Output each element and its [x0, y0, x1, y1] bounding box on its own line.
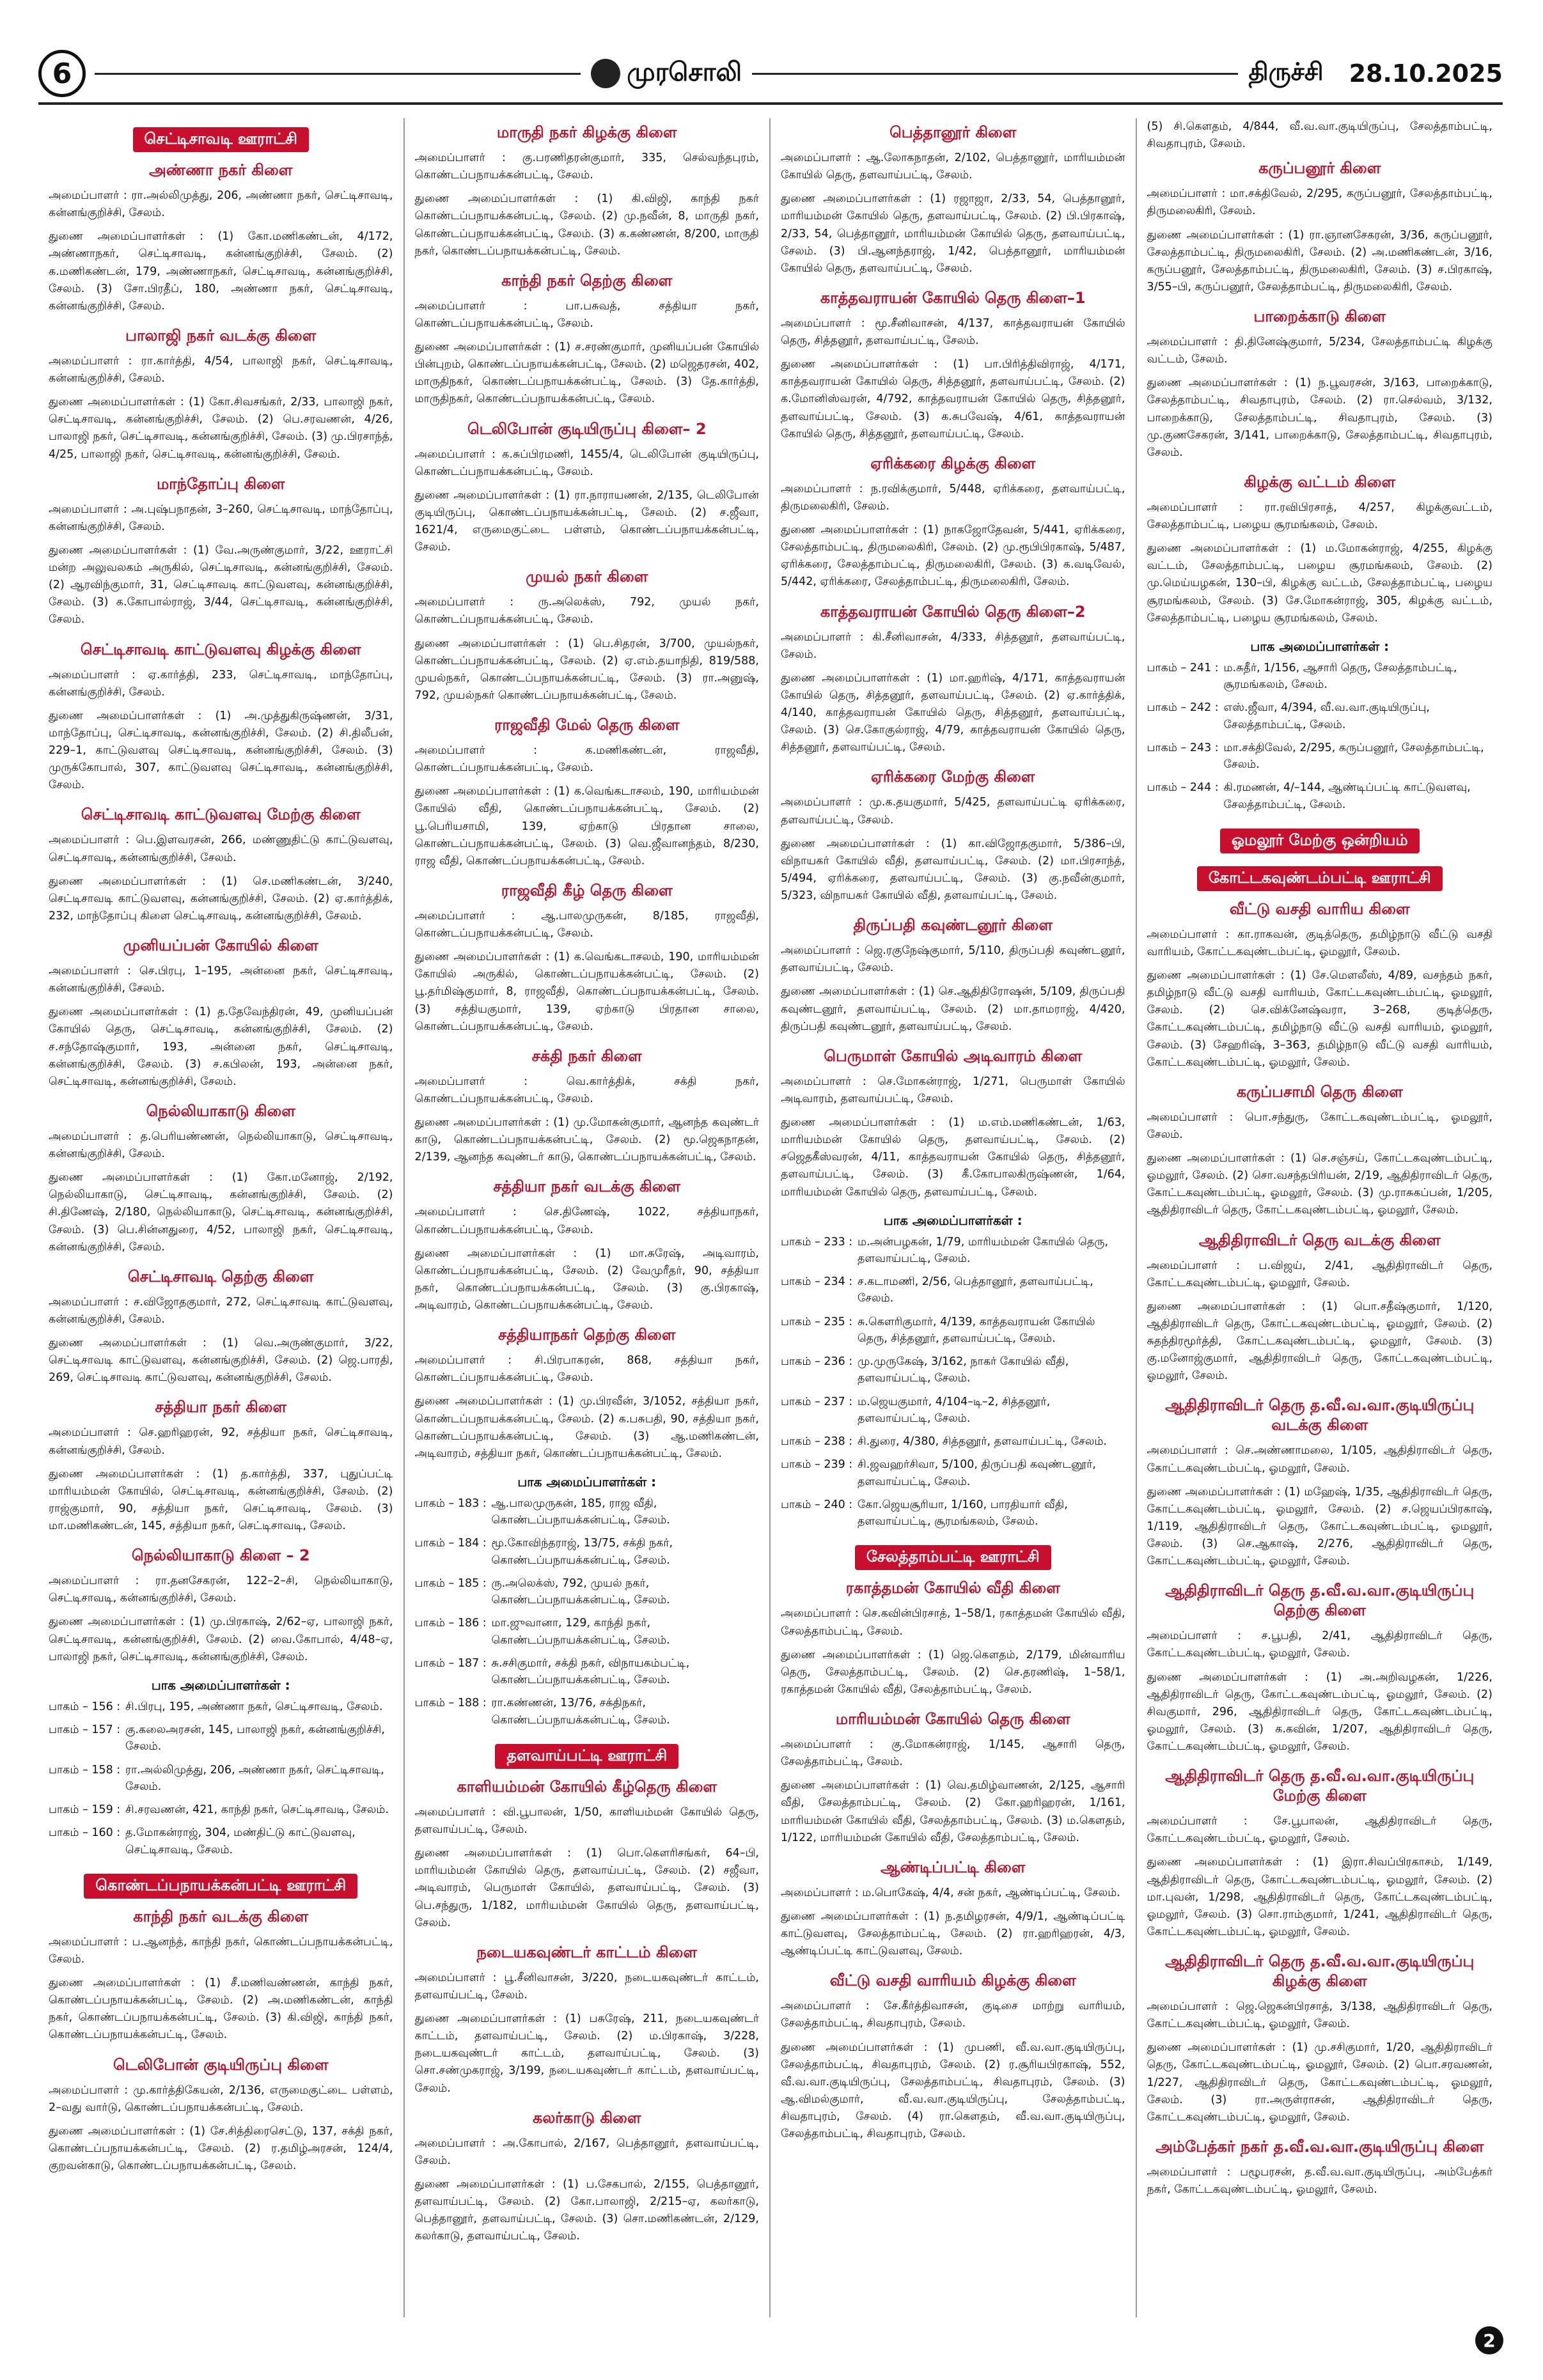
booth-row [49, 1699, 393, 1715]
booth-organizer: கி.ரமணன், 4/–144, ஆண்டிப்பட்டி காட்டுவளவு, சேலத்தாம்பட்டி, சேலம். [1223, 781, 1471, 811]
organizer-entry: அமைப்பாளர் : மா.சக்திவேல், 2/295, கருப்பனூர், சேலத்தாம்பட்டி, திருமலைகிரி, சேலம். [1147, 187, 1492, 218]
booth-organizer: த.மோகன்ராஜ், 304, மண்திட்டு காட்டுவளவு, செட்டிசாவடி, சேலம். [125, 1826, 356, 1856]
branch-section [415, 1047, 760, 1167]
booth-heading: பாக அமைப்பாளர்கள் : [151, 1677, 290, 1693]
booth-heading: பாக அமைப்பாளர்கள் : [517, 1474, 657, 1489]
organizer-entry: அமைப்பாளர் : ரா.ரவிபிரசாத், 4/257, கிழக்குவட்டம், சேலத்தாம்பட்டி, பழைய சூரமங்கலம், சேலம். [1147, 501, 1492, 531]
organizer-entry: அமைப்பாளர் : ந.ரவிக்குமார், 5/448, ஏரிக்கரை, தளவாய்பட்டி, திருமலைகிரி, சேலம். [781, 482, 1125, 513]
branch-title: பெருமாள் கோயில் அடிவாரம் கிளை [824, 1046, 1083, 1065]
organizer-entry: அமைப்பாளர் : ப.விஜய், 2/41, ஆதிதிராவிடர் தெரு, கோட்டகவுண்டம்பட்டி, ஓமலூர், சேலம். [1147, 1259, 1492, 1289]
organizer-entry: அமைப்பாளர் : த.பெரியண்ணன், நெல்லியாகாடு, செட்டிசாவடி, கன்னங்குறிச்சி, சேலம். [49, 1130, 393, 1160]
branch-title: ஆதிதிராவிடர் தெரு த.வீ.வ.வா.குடியிருப்பு கிழக்கு கிளை [1165, 1952, 1475, 1990]
deputy-entry: துணை அமைப்பாளர்கள் : (1) ரா.ஞானசேகரன், 3/36, கருப்பனூர், சேலத்தாம்பட்டி, திருமலைகிரி, சேலம். (2) அ.மணிகண்டன், 3/16, கருப்பனூர், சேலத்தாம்பட்டி, திருமலைகிரி, சேலம். (3) ச.பிரகாஷ், 3/55–பி, கருப்பனூர், சேலத்தாம்பட்டி, திருமலைகிரி, சேலம். [1147, 228, 1492, 293]
deputy-entry: துணை அமைப்பாளர்கள் : (1) மா.சுரேஷ், அடிவாரம், கொண்டப்பநாயக்கன்பட்டி, சேலம். (2) வேமுரீதர், 90, சத்தியா நகர், கொண்டப்பநாயக்கன்பட்டி, சேலம். (3) கு.பிரகாஷ், அடிவாரம், கொண்டப்பநாயக்கன்பட்டி, சேலம். [414, 1247, 759, 1312]
deputy-entry: துணை அமைப்பாளர்கள் : (1) செ.ஆதிதிரோஷன், 5/109, திருப்பதி கவுண்டனூர், தளவாய்பட்டி, சேலம். (2) மா.தாமராஜ், 4/420, திருப்பதி கவுண்டனூர், தளவாய்பட்டி, சேலம். [781, 985, 1125, 1033]
branch-section [415, 1778, 760, 1932]
organizer-entry: அமைப்பாளர் : வி.பூபாலன், 1/50, காளியம்மன் கோயில் தெரு, தளவாய்பட்டி, சேலம். [414, 1805, 759, 1836]
page-number: 6 [38, 50, 86, 97]
organizer-entry: அமைப்பாளர் : பொ.சந்துரு, கோட்டகவுண்டம்பட்டி, ஓமலூர், சேலம். [1147, 1110, 1492, 1141]
booth-number: பாகம் – 240 : [781, 1498, 853, 1511]
branch-section [781, 455, 1125, 591]
header-rule-left [95, 73, 581, 75]
branch-title: சத்தியா நகர் வடக்கு கிளை [493, 1178, 681, 1196]
booth-row [781, 1433, 1125, 1450]
booth-organizer: ம.ஜெயகுமார், 4/104–டி–2, சித்தனூர், தளவாய்பட்டி, சேலம். [858, 1395, 1051, 1425]
deputy-entry: துணை அமைப்பாளர்கள் : (1) ந.பூவரசன், 3/163, பாறைக்காடு, சேலத்தாம்பட்டி, சிவதாபுரம், சேலம். (2) ரா.செல்வம், 3/132, பாறைக்காடு, சேலத்தாம்பட்டி, சிவதாபுரம், சேலம். (3) மு.குணசேகரன், 3/141, பாறைக்காடு, சேலத்தாம்பட்டி, சிவதாபுரம், சேலம். [1147, 377, 1492, 459]
branch-title: ஆண்டிப்பட்டி கிளை [881, 1858, 1026, 1876]
booth-number: பாகம் – 233 : [781, 1235, 853, 1248]
deputy-entry: துணை அமைப்பாளர்கள் : (1) முபணி, வீ.வ.வா.குடியிருப்பு, சேலத்தாம்பட்டி, சிவதாபுரம், சேலம். (2) ர.சூரியபிரகாஷ், 552, வீ.வ.வா.குடியிருப்பு, சேலத்தாம்பட்டி, சிவதாபுரம், சேலம். (3) ஆ.விமல்குமார், வீ.வ.வா.குடியிருப்பு, சேலத்தாம்பட்டி, சிவதாபுரம், சேலம். (4) ரா.கௌதம், வீ.வ.வா.குடியிருப்பு, சேலத்தாம்பட்டி, சிவதாபுரம், சேலம். [781, 2041, 1125, 2141]
branch-title: டெலிபோன் குடியிருப்பு கிளை– 2 [467, 419, 707, 438]
booth-row [415, 1615, 760, 1649]
organizer-entry: அமைப்பாளர் : செ.அண்ணாமலை, 1/105, ஆதிதிராவிடர் தெரு, கோட்டகவுண்டம்பட்டி, ஓமலூர், சேலம். [1147, 1444, 1492, 1475]
booth-organizer: சி.சரவணன், 421, காந்தி நகர், செட்டிசாவடி, சேலம். [125, 1803, 389, 1816]
booth-row [415, 1495, 760, 1529]
booth-organizer: ம.சுதீர், 1/156, ஆசாரி தெரு, சேலத்தாம்பட்டி, சூரமங்கலம், சேலம். [1223, 661, 1457, 691]
deputy-entry: துணை அமைப்பாளர்கள் : (1) பா.பிரித்திவிராஜ், 4/171, காத்தவராயன் கோயில் தெரு, சித்தனூர், தளவாய்பட்டி, சேலம். (2) க.மோனிஸ்வரன், 4/792, காத்தவராயன் கோயில் தெரு, சித்தனூர், தளவாய்பட்டி, சேலம். (3) க.சுபவேஷ், 4/61, காத்தவராயன் கோயில் தெரு, சித்தனூர், தளவாய்பட்டி, சேலம். [781, 358, 1125, 440]
organizer-entry: அமைப்பாளர் : ஆ.பாலமுருகன், 8/185, ராஜவீதி, கொண்டப்பநாயக்கன்பட்டி, சேலம். [414, 909, 759, 940]
deputy-entry: துணை அமைப்பாளர்கள் : (1) கி.விஜி, காந்தி நகர் கொண்டப்பநாயக்கன்பட்டி, சேலம். (2) மு.நவீன், 8, மாருதி நகர், கொண்டப்பநாயக்கன்பட்டி, சேலம். (3) க.கண்ணன், 8/200, மாருதி நகர், கொண்டப்பநாயக்கன்பட்டி, சேலம். [414, 192, 759, 258]
organizer-entry: அமைப்பாளர் : செ.மோகன்ராஜ், 1/271, பெருமாள் கோயில் அடிவாரம், தளவாய்பட்டி, சேலம். [781, 1075, 1125, 1105]
branch-section [49, 475, 393, 629]
booth-number: பாகம் – 186 : [414, 1617, 487, 1630]
branch-section [49, 161, 393, 315]
column-3 [771, 118, 1137, 2317]
deputy-entry: துணை அமைப்பாளர்கள் : (1) அ.அறிவழகன், 1/226, ஆதிதிராவிடர் தெரு, கோட்டகவுண்டம்பட்டி, ஓமலூர், சேலம். (2) சிவகுமார், 296, ஆதிதிராவிடர் தெரு, கோட்டகவுண்டம்பட்டி, ஓமலூர், சேலம். (3) க.கவின், 1/207, ஆதிதிராவிடர் தெரு, கோட்டகவுண்டம்பட்டி, ஓமலூர், சேலம். [1147, 1670, 1492, 1753]
deputy-entry: துணை அமைப்பாளர்கள் : (1) வெ.அருண்குமார், 3/22, செட்டிசாவடி காட்டுவளவு, கன்னங்குறிச்சி, சேலம். (2) ஜெ.பாரதி, 269, செட்டிசாவடி காட்டுவளவு, கன்னங்குறிச்சி, சேலம். [49, 1337, 393, 1385]
booth-organizer: கோ.ஜெயசூரியா, 1/160, பாரதியார் வீதி, தளவாய்பட்டி, சூரமங்கலம், சேலம். [858, 1498, 1068, 1528]
deputy-entry: துணை அமைப்பாளர்கள் : (1) வே.அருண்குமார், 3/22, ஊராட்சி மன்ற அலுவலகம் அருகில், செட்டிசாவடி, கன்னங்குறிச்சி, சேலம். (2) ஆரவிந்குமார், 31, செட்டிசாவடி காட்டுவளவு, கன்னங்குறிச்சி, சேலம். (3) க.கோபால்ராஜ், 3/44, செட்டிசாவடி, கன்னங்குறிச்சி, சேலம். [49, 543, 393, 626]
organizer-entry: அமைப்பாளர் : தி.தினேஷ்குமார், 5/234, சேலத்தாம்பட்டி கிழக்கு வட்டம், சேலம். [1147, 336, 1492, 366]
organizer-entry: அமைப்பாளர் : ஆ.லோகநாதன், 2/102, பெத்தானூர், மாரியம்மன் கோயில் தெரு, தளவாய்பட்டி, சேலம். [781, 152, 1125, 182]
branch-section [415, 1326, 760, 1463]
branch-section [1147, 159, 1493, 296]
booth-organizer: சி.பிரபு, 195, அண்ணா நகர், செட்டிசாவடி, சேலம். [125, 1700, 383, 1713]
booth-number: பாகம் – 159 : [49, 1803, 121, 1816]
organizer-entry: அமைப்பாளர் : கி.சீனிவாசன், 4/333, சித்தனூர், தளவாய்பட்டி, சேலம். [781, 630, 1125, 661]
booth-number: பாகம் – 160 : [49, 1826, 121, 1840]
deputy-entry: துணை அமைப்பாளர்கள் : (1) க.வெங்கடாசலம், 190, மாரியம்மன் கோயில் வீதி, கொண்டப்பநாயக்கன்பட்டி, சேலம். (2) பூ.பெரியசாமி, 139, ஏற்காடு பிரதான சாலை, கொண்டப்பநாயக்கன்பட்டி, சேலம். (3) வெ.ஜீவானந்தம், 8/230, ராஜ வீதி, கொண்டப்பநாயக்கன்பட்டி, சேலம். [414, 785, 759, 867]
deputy-entry: துணை அமைப்பாளர்கள் : (1) கோ.மணிகண்டன், 4/172, அண்ணாநகர், செட்டிசாவடி, கன்னங்குறிச்சி, சேலம். (2) க.மணிகண்டன், 179, அண்ணாநகர், செட்டிசாவடி, கன்னங்குறிச்சி, சேலம். (3) சோ.பிரதீப், 180, அண்ணா நகர், செட்டிசாவடி, கன்னங்குறிச்சி, சேலம். [49, 230, 393, 313]
booth-number: பாகம் – 188 : [414, 1697, 487, 1710]
branch-title: காத்தவராயன் கோயில் தெரு கிளை–1 [820, 288, 1086, 307]
branch-section [1147, 307, 1493, 462]
booth-organizer: எஸ்.ஜீவா, 4/394, வீ.வ.வா.குடியிருப்பு, சேலத்தாம்பட்டி, சேலம். [1223, 701, 1430, 731]
organizer-entry: அமைப்பாளர் : கா.ராகவன், குடித்தெரு, தமிழ்நாடு வீட்டு வசதி வாரியம், கோட்டகவுண்டம்பட்டி, ஓமலூர், சேலம். [1147, 928, 1492, 958]
booth-row [415, 1695, 760, 1729]
booth-number: பாகம் – 241 : [1147, 661, 1219, 674]
deputy-entry: துணை அமைப்பாளர்கள் : (1) சே.மௌலீஸ், 4/89, வசந்தம் நகர், தமிழ்நாடு வீட்டு வசதி வாரியம், கோட்டகவுண்டம்பட்டி, ஓமலூர், சேலம். (2) செ.விக்னேஷ்வரா, 3–268, குடித்தெரு, கோட்டகவுண்டம்பட்டி, தமிழ்நாடு வீட்டு வசதி வாரியம், ஓமலூர், சேலம். (3) சேஹரிஷ், 3–363, தமிழ்நாடு வீட்டு வசதி வாரியம், கோட்டகவுண்டம்பட்டி, ஓமலூர், சேலம். [1147, 969, 1492, 1069]
booth-row [1147, 740, 1493, 774]
booth-organizer: ச.கடாமணி, 2/56, பெத்தானூர், தளவாய்பட்டி, சேலம். [858, 1275, 1093, 1305]
branch-title: செட்டிசாவடி தெற்கு கிளை [127, 1267, 314, 1286]
branch-title: வீட்டு வசதி வாரிய கிளை [1229, 899, 1410, 918]
deputy-entry: துணை அமைப்பாளர்கள் : (1) நாகஜோதேவன், 5/441, ஏரிக்கரை, சேலத்தாம்பட்டி, திருமலைகிரி, சேலம். (2) மு.ரூபிபிரகாஷ், 5/487, ஏரிக்கரை, சேலத்தாம்பட்டி, திருமலைகிரி, சேலம். (3) க.வடிவேல், 5/442, ஏரிக்கரை, சேலத்தாம்பட்டி, திருமலைகிரி, சேலம். [781, 524, 1125, 589]
organizer-entry: அமைப்பாளர் : வெ.கார்த்திக், சக்தி நகர், கொண்டப்பநாயக்கன்பட்டி, சேலம். [414, 1075, 759, 1105]
paper-name: முரசொலி [627, 57, 742, 87]
branch-title: சத்தியா நகர் கிளை [155, 1398, 287, 1417]
booth-organizer: சி.துரை, 4/380, சித்தனூர், தளவாய்பட்டி, சேலம். [858, 1435, 1107, 1449]
branch-section [781, 768, 1125, 905]
branch-section [49, 1102, 393, 1256]
organizer-entry: அமைப்பாளர் : ச.பூபதி, 2/41, ஆதிதிராவிடர் தெரு, கோட்டகவுண்டம்பட்டி, ஓமலூர், சேலம். [1147, 1629, 1492, 1660]
booth-number: பாகம் – 243 : [1147, 741, 1219, 754]
branch-title: சத்தியாநகர் தெற்கு கிளை [497, 1326, 676, 1344]
booth-organizer: சு.கௌரிகுமார், 4/139, காத்தவராயன் கோயில் தெரு, சித்தனூர், தளவாய்பட்டி, சேலம். [858, 1315, 1095, 1345]
branch-title: சக்தி நகர் கிளை [531, 1046, 642, 1065]
deputy-entry: துணை அமைப்பாளர்கள் : (1) மா.ஹரிஷ், 4/171, காத்தவராயன் கோயில் தெரு, சித்தனூர், தளவாய்பட்டி, சேலம். (2) ஏ.கார்த்திக், 4/140, காத்தவராயன் கோயில் தெரு, சித்தனூர், தளவாய்பட்டி, சேலம். (3) செ.கோகுல்ராஜ், 4/79, காத்தவராயன் கோயில் தெரு, சித்தனூர், தளவாய்பட்டி, சேலம். [781, 671, 1125, 754]
branch-title: ஆதிதிராவிடர் தெரு த.வீ.வ.வா.குடியிருப்பு மேற்கு கிளை [1165, 1767, 1475, 1805]
panchayat-tag: தளவாய்பட்டி ஊராட்சி [495, 1744, 678, 1769]
booth-row [415, 1655, 760, 1689]
booth-heading: பாக அமைப்பாளர்கள் : [1250, 638, 1390, 654]
branch-section [49, 2056, 393, 2175]
booth-row [1147, 660, 1493, 694]
branch-section [49, 1268, 393, 1387]
deputy-entry: துணை அமைப்பாளர்கள் : (1) மு.பிரகாஷ், 2/62–ஏ, பாலாஜி நகர், செட்டிசாவடி, கன்னங்குறிச்சி, சேலம். (2) வை.கோபால், 4/48–ஏ, பாலாஜி நகர், செட்டிசாவடி, கன்னங்குறிச்சி, சேலம். [49, 1615, 393, 1663]
branch-section [415, 882, 760, 1036]
deputy-entry: துணை அமைப்பாளர்கள் : (1) செ.மணிகண்டன், 3/240, செட்டிசாவடி காட்டுவளவு, கன்னங்குறிச்சி, சேலம். (2) ஏ.கார்த்திக், 232, மாந்தோப்பு கிளை செட்டிசாவடி, கன்னங்குறிச்சி, சேலம். [49, 875, 393, 922]
branch-title: பெத்தானூர் கிளை [889, 123, 1017, 141]
rising-sun-icon [591, 59, 620, 88]
column-2 [405, 118, 771, 2317]
branch-section [49, 937, 393, 1091]
branch-title: செட்டிசாவடி காட்டுவளவு மேற்கு கிளை [81, 805, 361, 824]
booth-row [1147, 699, 1493, 733]
organizer-entry: அமைப்பாளர் : ஜெ.ரகுநேஷ்குமார், 5/110, திருப்பதி கவுண்டனூர், தளவாய்பட்டி, சேலம். [781, 944, 1125, 975]
organizer-entry: அமைப்பாளர் : ச.விஜோதகுமார், 272, செட்டிசாவடி காட்டுவளவு, கன்னங்குறிச்சி, சேலம். [49, 1295, 393, 1326]
panchayat-tag: சேலத்தாம்பட்டி ஊராட்சி [855, 1545, 1051, 1570]
branch-title: ராஜவீதி மேல் தெரு கிளை [494, 716, 680, 734]
booth-number: பாகம் – 239 : [781, 1458, 853, 1472]
branch-title: ராஜவீதி கீழ் தெரு கிளை [501, 881, 673, 899]
booth-number: பாகம் – 237 : [781, 1395, 853, 1408]
branch-title: ஆதிதிராவிடர் தெரு த.வீ.வ.வா.குடியிருப்பு தெற்கு கிளை [1165, 1582, 1475, 1620]
page-header [38, 45, 1503, 105]
organizer-entry: அமைப்பாளர் : க.மணிகண்டன், ராஜவீதி, கொண்டப்பநாயக்கன்பட்டி, சேலம். [414, 744, 759, 775]
booth-number: பாகம் – 183 : [414, 1497, 487, 1510]
deputy-entry: துணை அமைப்பாளர்கள் : (1) ஜெ.கௌதம், 2/179, மின்வாரிய தெரு, சேலத்தாம்பட்டி, சேலம். (2) செ.தரணிஷ், 1–58/1, ரகாத்தமன் கோயில் வீதி, சேலத்தாம்பட்டி, சேலம். [781, 1648, 1125, 1696]
booth-row [415, 1575, 760, 1609]
branch-title: ஏரிக்கரை கிழக்கு கிளை [870, 454, 1036, 472]
page-continuation-mark: 2 [1475, 2326, 1503, 2354]
booth-organizer: ரு.அலெக்ஸ், 792, முயல் நகர், கொண்டப்பநாயக்கன்பட்டி, சேலம். [491, 1576, 670, 1607]
deputy-entry: துணை அமைப்பாளர்கள் : (1) சே.சித்திரைசெட்டு, 137, சக்தி நகர், கொண்டப்பநாயக்கன்பட்டி, சேலம். (2) ர.தமிழ்அரசன், 124/4, குறவன்காடு, கொண்டப்பநாயக்கன்பட்டி, சேலம். [49, 2124, 393, 2172]
branch-section [415, 716, 760, 870]
edition-date: 28.10.2025 [1349, 59, 1503, 88]
edition-city: திருச்சி [1248, 58, 1324, 86]
branch-section [781, 1972, 1125, 2143]
branch-section [781, 1579, 1125, 1699]
branch-title: மாந்தோப்பு கிளை [156, 474, 285, 493]
masthead-logo [591, 58, 742, 90]
branch-section [781, 603, 1125, 757]
deputy-entry: துணை அமைப்பாளர்கள் : (1) ம.மோகன்ராஜ், 4/255, கிழக்கு வட்டம், சேலத்தாம்பட்டி, பழைய சூரமங்கலம், சேலம். (2) மு.மெய்யழகன், 130–பி, கிழக்கு வட்டம், சேலத்தாம்பட்டி, பழைய சூரமங்கலம், சேலம். (3) சே.மோகன்ராஜ், 305, கிழக்கு வட்டம், சேலத்தாம்பட்டி, பழைய சூரமங்கலம், சேலம். [1147, 542, 1492, 625]
booth-organizer: மூ.கோவிந்தராஜ், 13/75, சக்தி நகர், கொண்டப்பநாயக்கன்பட்டி, சேலம். [491, 1537, 673, 1567]
booth-row [49, 1722, 393, 1755]
branch-section [1147, 1396, 1493, 1570]
booth-number: பாகம் – 244 : [1147, 781, 1219, 795]
organizer-entry: அமைப்பாளர் : ப.ஆனந்த், காந்தி நகர், கொண்டப்பநாயக்கன்பட்டி, சேலம். [49, 1935, 393, 1966]
branch-section [49, 641, 393, 795]
deputy-entry: துணை அமைப்பாளர்கள் : (1) சீ.மணிவண்ணன், காந்தி நகர், கொண்டப்பநாயக்கன்பட்டி, சேலம். (2) அ.மணிகண்டன், காந்தி நகர், கொண்டப்பநாயக்கன்பட்டி, சேலம். (3) கி.விஜி, காந்தி நகர், கொண்டப்பநாயக்கன்பட்டி, சேலம். [49, 1977, 393, 2042]
deputy-entry: துணை அமைப்பாளர்கள் : (1) பொ.கௌரிசங்கர், 64–பி, மாரியம்மன் கோயில் தெரு, தளவாய்பட்டி, சேலம். (2) சஜீவா, அடிவாரம், பெருமாள் கோயில், தளவாய்பட்டி, சேலம். (3) பெ.சந்துரு, 1/182, மாரியம்மன் கோயில் தெரு, தளவாய்பட்டி, சேலம். [414, 1847, 759, 1929]
branch-title: கிழக்கு வட்டம் கிளை [1244, 472, 1396, 491]
branch-section [49, 1398, 393, 1535]
booth-organizer: சி.ஜவஹர்சிவா, 5/100, திருப்பதி கவுண்டனூர், தளவாய்பட்டி, சேலம். [858, 1458, 1096, 1488]
deputy-entry: துணை அமைப்பாளர்கள் : (1) ம.எம்.மணிகண்டன், 1/63, மாரியம்மன் கோயில் தெரு, தளவாய்பட்டி, சேலம். (2) சஜெதகீஸ்வரன், 4/11, காத்தவராயன் கோயில் தெரு, சித்தனூர், தளவாய்பட்டி, சேலம். (3) கீ.கோபாலகிருஷ்ணன், 1/64, மாரியம்மன் கோயில் தெரு, தளவாய்பட்டி, சேலம். [781, 1116, 1125, 1199]
organizer-entry: அமைப்பாளர் : ஜெ.ஜெகன்பிரசாத், 3/138, ஆதிதிராவிடர் தெரு, கோட்டகவுண்டம்பட்டி, ஓமலூர், சேலம். [1147, 2000, 1492, 2031]
branch-title: நெல்லியாகாடு கிளை – 2 [131, 1546, 310, 1565]
branch-section [415, 123, 760, 260]
organizer-entry: அமைப்பாளர் : ஏ.கார்த்தி, 233, செட்டிசாவடி, மாந்தோப்பு, கன்னங்குறிச்சி, சேலம். [49, 668, 393, 699]
branch-section [49, 1908, 393, 2044]
column-4 [1137, 118, 1503, 2317]
booth-row [49, 1762, 393, 1796]
branch-section [1147, 1767, 1493, 1941]
deputy-entry: துணை அமைப்பாளர்கள் : (1) மு.பிரவீன், 3/1052, சத்தியா நகர், கொண்டப்பநாயக்கன்பட்டி, சேலம். (2) க.பசுபதி, 90, சத்தியா நகர், கொண்டப்பநாயக்கன்பட்டி, சேலம். (3) ஆ.மணிகண்டன், அடிவாரம், சத்தியா நகர், கொண்டப்பநாயக்கன்பட்டி, சேலம். [414, 1395, 759, 1460]
booth-row [781, 1234, 1125, 1268]
branch-title: முயல் நகர் கிளை [526, 568, 648, 586]
organizer-entry: அமைப்பாளர் : க.சுப்பிரமணி, 1455/4, டெலிபோன் குடியிருப்பு, கொண்டப்பநாயக்கன்பட்டி, சேலம். [414, 447, 759, 478]
branch-title: மாரியம்மன் கோயில் தெரு கிளை [835, 1710, 1070, 1728]
column-1 [38, 118, 405, 2317]
booth-row [415, 1535, 760, 1569]
branch-title: அம்பேத்கர் நகர் த.வீ.வ.வா.குடியிருப்பு கிளை [1155, 2137, 1484, 2156]
branch-section [781, 1858, 1125, 1961]
branch-title: கருப்பசாமி தெரு கிளை [1236, 1082, 1403, 1101]
booth-organizer: சு.சசிகுமார், சக்தி நகர், விநாயகம்பட்டி, கொண்டப்பநாயக்கன்பட்டி, சேலம். [491, 1656, 690, 1687]
organizer-entry: அமைப்பாளர் : பா.பசுவத், சத்தியா நகர், கொண்டப்பநாயக்கன்பட்டி, சேலம். [414, 299, 759, 330]
booth-number: பாகம் – 156 : [49, 1700, 121, 1713]
organizer-entry: அமைப்பாளர் : மு.க.தயகுமார், 5/425, தளவாய்பட்டி ஏரிக்கரை, தளவாய்பட்டி, சேலம். [781, 796, 1125, 827]
deputy-entry: துணை அமைப்பாளர்கள் : (1) பொ.சதீஷ்குமார், 1/120, ஆதிதிராவிடர் தெரு, கோட்டகவுண்டம்பட்டி, ஓமலூர், சேலம். (2) சுதந்திரமூர்த்தி, கோட்டகவுண்டம்பட்டி, ஓமலூர், சேலம். (3) கு.மனோஜ்குமார், ஆதிதிராவிடர் தெரு, கோட்டகவுண்டம்பட்டி, ஓமலூர், சேலம். [1147, 1300, 1492, 1383]
booth-number: பாகம் – 242 : [1147, 701, 1219, 715]
branch-title: ஏரிக்கரை மேற்கு கிளை [871, 768, 1035, 786]
deputy-entry: துணை அமைப்பாளர்கள் : (1) பசுரேஷ், 211, நடையகவுண்டர் காட்டம், தளவாய்பட்டி, சேலம். (2) ம.பிரகாஷ், 3/228, நடையகவுண்டர் காட்டம், தளவாய்பட்டி, சேலம். (3) சொ.சண்முகராஜ், 3/199, நடையகவுண்டர் காட்டம், தளவாய்பட்டி, சேலம். [414, 2012, 759, 2095]
branch-title: ஆதிதிராவிடர் தெரு வடக்கு கிளை [1198, 1231, 1441, 1249]
booth-row [781, 1273, 1125, 1307]
branch-section [1147, 473, 1493, 627]
branch-title: பாலாஜி நகர் வடக்கு கிளை [125, 326, 317, 345]
union-tag: ஓமலூர் மேற்கு ஒன்றியம் [1220, 828, 1420, 853]
booth-organizer: மு.முருகேஷ், 3/162, நாகர் கோயில் வீதி, தளவாய்பட்டி, சேலம். [858, 1355, 1069, 1385]
booth-number: பாகம் – 184 : [414, 1537, 487, 1550]
branch-section [781, 289, 1125, 443]
booth-row [781, 1497, 1125, 1530]
booth-row [781, 1353, 1125, 1387]
deputy-entry: துணை அமைப்பாளர்கள் : (1) ச.சரண்குமார், முனியப்பன் கோயில் பின்புறம், கொண்டப்பநாயக்கன்பட்டி, சேலம். (2) மஜெதரசன், 402, மாருதிநகர், கொண்டப்பநாயக்கன்பட்டி, சேலம். (3) தே.கார்த்தி, மாருதிநகர், கொண்டப்பநாயக்கன்பட்டி, சேலம். [414, 341, 759, 406]
branch-title: காளியம்மன் கோயில் கீழ்தெரு கிளை [457, 1777, 717, 1796]
booth-row [781, 1394, 1125, 1427]
branch-title: கலர்காடு கிளை [532, 2108, 641, 2127]
branch-section [781, 123, 1125, 277]
branch-title: ரகாத்தமன் கோயில் வீதி கிளை [845, 1579, 1060, 1598]
branch-title: கருப்பனூர் கிளை [1258, 159, 1381, 178]
booth-number: பாகம் – 238 : [781, 1435, 853, 1449]
organizer-entry: அமைப்பாளர் : பழூபரசன், த.வீ.வ.வா.குடியிருப்பு, அம்பேத்கர் நகர், கோட்டகவுண்டம்பட்டி, ஓமலூர், சேலம். [1147, 2165, 1492, 2196]
deputy-entry: துணை அமைப்பாளர்கள் : (1) செ.சஞ்சய், கோட்டகவுண்டம்பட்டி, ஓமலூர், சேலம். (2) சொ.வசந்தபிரியன், 2/19, ஆதிதிராவிடர் தெரு, கோட்டகவுண்டம்பட்டி, ஓமலூர், சேலம். (3) மு.ராசுகப்பன், 1/205, ஆதிதிராவிடர் தெரு, கோட்டகவுண்டம்பட்டி, ஓமலூர், சேலம். [1147, 1152, 1492, 1217]
branch-title: வீட்டு வசதி வாரியம் கிழக்கு கிளை [829, 1972, 1076, 1990]
organizer-entry: அமைப்பாளர் : மு.கார்த்திகேயன், 2/136, எருமைகுட்டை பள்ளம், 2–வது வார்டு, கொண்டப்பநாயக்கன்பட்டி, சேலம். [49, 2083, 393, 2114]
branch-section [781, 1710, 1125, 1847]
deputy-entry: துணை அமைப்பாளர்கள் : (1) வெ.தமிழ்வாணன், 2/125, ஆசாரி வீதி, சேலத்தாம்பட்டி, சேலம். (2) கோ.ஹரிஹரன், 1/161, மாரியம்மன் கோயில் வீதி, சேலத்தாம்பட்டி, சேலம். (3) ம.கௌதம், 1/122, மாரியம்மன் கோயில் வீதி, சேலத்தாம்பட்டி, சேலம். [781, 1779, 1125, 1844]
deputy-entry: துணை அமைப்பாளர்கள் : (1) மு.சசிகுமார், 1/20, ஆதிதிராவிடர் தெரு, கோட்டகவுண்டம்பட்டி, ஓமலூர், சேலம். (2) பொ.சரவணன், 1/227, ஆதிதிராவிடர் தெரு, கோட்டகவுண்டம்பட்டி, ஓமலூர், சேலம். (3) ரா.அருள்ராசன், ஆதிதிராவிடர் தெரு, கோட்டகவுண்டம்பட்டி, ஓமலூர், சேலம். [1147, 2041, 1492, 2124]
branch-section [781, 1047, 1125, 1201]
branch-title: காந்தி நகர் வடக்கு கிளை [133, 1907, 309, 1925]
organizer-entry: அமைப்பாளர் : பெ.இளவரசன், 266, மண்ணுதிட்டு காட்டுவளவு, செட்டிசாவடி, கன்னங்குறிச்சி, சேலம். [49, 834, 393, 864]
panchayat-tag: கொண்டப்பநாயக்கன்பட்டி ஊராட்சி [84, 1874, 357, 1899]
branch-section [781, 916, 1125, 1036]
booth-organizer: ரா.அல்லிமுத்து, 206, அண்ணா நகர், செட்டிசாவடி, சேலம். [125, 1763, 384, 1793]
booth-row [1147, 779, 1493, 813]
organizer-entry: அமைப்பாளர் : ரா.தனசேகரன், 122–2–சி, நெல்லியாகாடு, செட்டிசாவடி, கன்னங்குறிச்சி, சேலம். [49, 1575, 393, 1605]
branch-title: நடையகவுண்டர் காட்டம் கிளை [476, 1943, 697, 1961]
branch-title: பாறைக்காடு கிளை [1253, 307, 1386, 325]
branch-section [1147, 1231, 1493, 1385]
branch-section [49, 327, 393, 463]
booth-number: பாகம் – 236 : [781, 1355, 853, 1369]
organizer-entry: அமைப்பாளர் : சே.பூபாலன், ஆதிதிராவிடர் தெரு, கோட்டகவுண்டம்பட்டி, ஓமலூர், சேலம். [1147, 1815, 1492, 1846]
booth-organizer: ரா.கண்ணன், 13/76, சக்திநகர், கொண்டப்பநாயக்கன்பட்டி, சேலம். [491, 1697, 670, 1727]
booth-number: பாகம் – 235 : [781, 1315, 853, 1328]
deputy-entry: துணை அமைப்பாளர்கள் : (1) மஹேஷ், 1/35, ஆதிதிராவிடர் தெரு, கோட்டகவுண்டம்பட்டி, ஓமலூர், சேலம். (2) ச.ஜெயப்பிரகாஷ், 1/119, ஆதிதிராவிடர் தெரு, கோட்டகவுண்டம்பட்டி, ஓமலூர், சேலம். (3) செ.ஆகாஷ், 2/276, ஆதிதிராவிடர் தெரு, கோட்டகவுண்டம்பட்டி, ஓமலூர், சேலம். [1147, 1485, 1492, 1568]
deputy-entry: துணை அமைப்பாளர்கள் : (1) ந.தமிழரசன், 4/9/1, ஆண்டிப்பட்டி காட்டுவளவு, சேலத்தாம்பட்டி, சேலம். (2) ரா.ஹரிஹரன், 4/3, ஆண்டிப்பட்டி காட்டுவளவு, சேலம். [781, 1909, 1125, 1958]
booth-number: பாகம் – 185 : [414, 1576, 487, 1590]
deputy-entry: துணை அமைப்பாளர்கள் : (1) த.தேவேந்திரன், 49, முனியப்பன் கோயில் தெரு, செட்டிசாவடி, கன்னங்குறிச்சி, சேலம். (2) ச.சந்தோஷ்குமார், 193, அன்னை நகர், செட்டிசாவடி, கன்னங்குறிச்சி, சேலம். (3) ச.கபிலன், 193, அன்னை நகர், செட்டிசாவடி, கன்னங்குறிச்சி, சேலம். [49, 1006, 393, 1088]
branch-section [1147, 2138, 1493, 2198]
booth-row [781, 1314, 1125, 1348]
booth-heading: பாக அமைப்பாளர்கள் : [883, 1212, 1022, 1228]
branch-title: அண்ணா நகர் கிளை [149, 161, 293, 179]
branch-section [415, 1178, 760, 1314]
organizer-entry: அமைப்பாளர் : அ.புஷ்பநாதன், 3–260, செட்டிசாவடி, மாந்தோப்பு, கன்னங்குறிச்சி, சேலம். [49, 502, 393, 533]
deputy-entry: துணை அமைப்பாளர்கள் : (1) மு.மோகன்குமார், ஆனந்த கவுண்டர் காடு, கொண்டப்பநாயக்கன்பட்டி, சேலம். (2) மூ.ஜெகநாதன், 2/139, ஆனந்த கவுண்டர் காடு, கொண்டப்பநாயக்கன்பட்டி, சேலம். [414, 1116, 759, 1164]
organizer-entry: அமைப்பாளர் : ரு.அலெக்ஸ், 792, முயல் நகர், கொண்டப்பநாயக்கன்பட்டி, சேலம். [414, 596, 759, 626]
organizer-entry: அமைப்பாளர் : ரா.அல்லிமுத்து, 206, அண்ணா நகர், செட்டிசாவடி, கன்னங்குறிச்சி, சேலம். [49, 189, 393, 220]
organizer-entry: அமைப்பாளர் : ம.பொகேஷ், 4/4, சன் நகர், ஆண்டிப்பட்டி, சேலம். [781, 1886, 1120, 1899]
branch-title: ஆதிதிராவிடர் தெரு த.வீ.வ.வா.குடியிருப்பு வடக்கு கிளை [1165, 1396, 1475, 1435]
booth-number: பாகம் – 158 : [49, 1763, 121, 1777]
branch-section [1147, 1083, 1493, 1220]
branch-section [415, 1943, 760, 2097]
branch-section [415, 2109, 760, 2246]
organizer-entry: அமைப்பாளர் : பூ.சீனிவாசன், 3/220, நடையகவுண்டர் காட்டம், தளவாய்பட்டி, சேலம். [414, 1971, 759, 2002]
deputy-entry: துணை அமைப்பாளர்கள் : (1) கா.விஜோதகுமார், 5/386–பி, விநாயகர் கோயில் வீதி, தளவாய்பட்டி, சேலம். (2) மா.பிரசாந்த், 5/494, ஏரிக்கரை, தளவாய்பட்டி, சேலம். (3) கு.நவீன்குமார், 5/323, விநாயகர் கோயில் வீதி, தளவாய்பட்டி, சேலம். [781, 837, 1125, 902]
branch-title: டெலிபோன் குடியிருப்பு கிளை [113, 2055, 329, 2074]
booth-number: பாகம் – 157 : [49, 1723, 121, 1736]
deputy-entry: துணை அமைப்பாளர்கள் : (1) கோ.சிவசங்கர், 2/33, பாலாஜி நகர், செட்டிசாவடி, கன்னங்குறிச்சி, சேலம். (2) பெ.சரவணன், 4/26, பாலாஜி நகர், செட்டிசாவடி, கன்னங்குறிச்சி, சேலம். (3) மு.பிரசாந்த், 4/25, பாலாஜி நகர், செட்டிசாவடி, கன்னங்குறிச்சி, சேலம். [49, 396, 393, 461]
organizer-entry: அமைப்பாளர் : சி.பிரபாகரன், 868, சத்தியா நகர், கொண்டப்பநாயக்கன்பட்டி, சேலம். [414, 1354, 759, 1385]
deputy-entry: துணை அமைப்பாளர்கள் : (1) ரா.நாராயணன், 2/135, டெலிபோன் குடியிருப்பு, கொண்டப்பநாயக்கன்பட்டி, சேலம். (2) ச.ஜீவா, 1621/4, எருமைகுட்டை பள்ளம், கொண்டப்பநாயக்கன்பட்டி, சேலம். [414, 488, 759, 554]
booth-organizer: கு.கலைஅரசன், 145, பாலாஜி நகர், கன்னங்குறிச்சி, சேலம். [125, 1723, 385, 1754]
organizer-entry: அமைப்பாளர் : செ.பிரபு, 1–195, அன்னை நகர், செட்டிசாவடி, கன்னங்குறிச்சி, சேலம். [49, 965, 393, 995]
panchayat-tag: செட்டிசாவடி ஊராட்சி [133, 127, 309, 152]
branch-title: முனியப்பன் கோயில் கிளை [123, 937, 318, 954]
branch-section [1147, 900, 1493, 1071]
organizer-entry: அமைப்பாளர் : அ.கோபால், 2/167, பெத்தானூர், தளவாய்பட்டி, சேலம். [414, 2136, 759, 2167]
branch-title: காந்தி நகர் தெற்கு கிளை [501, 271, 673, 290]
branch-section [415, 420, 760, 557]
branch-section [1147, 1582, 1493, 1755]
branch-title: காத்தவராயன் கோயில் தெரு கிளை–2 [820, 602, 1086, 621]
deputy-entry: துணை அமைப்பாளர்கள் : (1) இரா.சிவப்பிரகாசம், 1/149, ஆதிதிராவிடர் தெரு, கோட்டகவுண்டம்பட்டி, ஓமலூர், சேலம். (2) மா.புவன், 1/298, ஆதிதிராவிடர் தெரு, கோட்டகவுண்டம்பட்டி, ஓமலூர், சேலம். (3) சொ.ராம்குமார், 1/241, ஆதிதிராவிடர் தெரு, கோட்டகவுண்டம்பட்டி, ஓமலூர், சேலம். [1147, 1856, 1492, 1938]
booth-organizer: மா.சக்திவேல், 2/295, கருப்பனூர், சேலத்தாம்பட்டி, சேலம். [1223, 741, 1484, 771]
branch-title: திருப்பதி கவுண்டனூர் கிளை [853, 916, 1053, 935]
organizer-entry: அமைப்பாளர் : சே.கீர்த்திவாசன், குடிசை மாற்று வாரியம், சேலத்தாம்பட்டி, சிவதாபுரம், சேலம். [781, 2000, 1125, 2030]
header-rule-right [752, 73, 1238, 75]
branch-section [415, 568, 760, 704]
deputy-entry: துணை அமைப்பாளர்கள் : (1) த.கார்த்தி, 337, புதுப்பட்டி மாரியம்மன் கோயில், செட்டிசாவடி, கன்னங்குறிச்சி, சேலம். (2) ராஜ்குமார், 90, சத்தியா நகர், செட்டிசாவடி, சேலம். (3) மா.மணிகண்டன், 145, சத்தியா நகர், செட்டிசாவடி, சேலம். [49, 1467, 393, 1532]
branch-title: செட்டிசாவடி காட்டுவளவு கிழக்கு கிளை [80, 640, 361, 658]
booth-row [49, 1801, 393, 1818]
continued-entry: (5) சி.கௌதம், 4/844, வீ.வ.வா.குடியிருப்பு, சேலத்தாம்பட்டி, சிவதாபுரம், சேலம். [1147, 120, 1492, 151]
booth-row [49, 1824, 393, 1858]
deputy-entry: துணை அமைப்பாளர்கள் : (1) ப.சேகபால், 2/155, பெத்தானூர், தளவாய்பட்டி, சேலம். (2) கோ.பாலாஜி, 2/215–ஏ, கலர்காடு, பெத்தானூர், தளவாய்பட்டி, சேலம். (3) சொ.மணிகண்டன், 2/129, கலர்காடு, தளவாய்பட்டி, சேலம். [414, 2177, 759, 2243]
organizer-entry: அமைப்பாளர் : மூ.சீனிவாசன், 4/137, காத்தவராயன் கோயில் தெரு, சித்தனூர், தளவாய்பட்டி, சேலம். [781, 316, 1125, 347]
organizer-entry: அமைப்பாளர் : செ.திணேஷ், 1022, சத்தியாநகர், கொண்டப்பநாயக்கன்பட்டி, சேலம். [414, 1206, 759, 1236]
branch-section [1147, 1952, 1493, 2126]
booth-number: பாகம் – 187 : [414, 1656, 487, 1670]
organizer-entry: அமைப்பாளர் : கு.பரணிதரன்குமார், 335, செல்வந்தபுரம், கொண்டப்பநாயக்கன்பட்டி, சேலம். [414, 152, 759, 182]
deputy-entry: துணை அமைப்பாளர்கள் : (1) அ.முத்துகிருஷ்ணன், 3/31, மாந்தோப்பு, செட்டிசாவடி, கன்னங்குறிச்சி, சேலம். (2) சி.திலீபன், 229–1, காட்டுவளவு செட்டிசாவடி, கன்னங்குறிச்சி, சேலம். (3) முருக்கோபால், 307, காட்டுவளவு செட்டிசாவடி, கன்னங்குறிச்சி, சேலம். [49, 709, 393, 792]
panchayat-tag: கோட்டகவுண்டம்பட்டி ஊராட்சி [1197, 866, 1443, 891]
branch-section [49, 1546, 393, 1666]
branch-section [49, 805, 393, 925]
deputy-entry: துணை அமைப்பாளர்கள் : (1) ரஜாஜா, 2/33, 54, பெத்தானூர், மாரியம்மன் கோயில் தெரு, தளவாய்பட்டி, சேலம். (2) பி.பிரகாஷ், 2/33, 54, பெத்தானூர், மாரியம்மன் கோயில் தெரு, தளவாய்பட்டி, சேலம். (3) பி.ஆனந்தராஜ், 1/42, பெத்தானூர், மாரியம்மன் கோயில் தெரு, தளவாய்பட்டி, சேலம். [781, 192, 1125, 275]
branch-title: நெல்லியாகாடு கிளை [146, 1101, 295, 1120]
organizer-entry: அமைப்பாளர் : ரா.கார்த்தி, 4/54, பாலாஜி நகர், செட்டிசாவடி, கன்னங்குறிச்சி, சேலம். [49, 354, 393, 385]
booth-organizer: ம.அன்பழகன், 1/79, மாரியம்மன் கோயில் தெரு, தளவாய்பட்டி, சேலம். [858, 1235, 1109, 1265]
organizer-entry: அமைப்பாளர் : செ.கவின்பிரசாத், 1–58/1, ரகாத்தமன் கோயில் வீதி, சேலத்தாம்பட்டி, சேலம். [781, 1607, 1125, 1638]
deputy-entry: துணை அமைப்பாளர்கள் : (1) க.வெங்கடாசலம், 190, மாரியம்மன் கோயில் அருகில், கொண்டப்பநாயக்கன்பட்டி, சேலம். (2) பூ.தர்மிஷ்குமார், 8, ராஜவீதி, கொண்டப்பநாயக்கன்பட்டி, சேலம். (3) சத்தியகுமார், 139, ஏற்காடு பிரதான சாலை, கொண்டப்பநாயக்கன்பட்டி, சேலம். [414, 951, 759, 1033]
organizer-entry: அமைப்பாளர் : செ.ஹரிஹரன், 92, சத்தியா நகர், செட்டிசாவடி, கன்னங்குறிச்சி, சேலம். [49, 1426, 393, 1457]
booth-organizer: மா.ஜுவானா, 129, காந்தி நகர், கொண்டப்பநாயக்கன்பட்டி, சேலம். [491, 1617, 670, 1647]
deputy-entry: துணை அமைப்பாளர்கள் : (1) கோ.மனோஜ், 2/192, நெல்லியாகாடு, செட்டிசாவடி, கன்னங்குறிச்சி, சேலம். (2) சி.திணேஷ், 2/180, நெல்லியாகாடு, செட்டிசாவடி, கன்னங்குறிச்சி, சேலம். (3) பெ.சின்னதுரை, 4/52, பாலாஜி நகர், செட்டிசாவடி, கன்னங்குறிச்சி, சேலம். [49, 1171, 393, 1254]
branch-title: மாருதி நகர் கிழக்கு கிளை [496, 123, 677, 141]
booth-row [781, 1456, 1125, 1490]
booth-number: பாகம் – 234 : [781, 1275, 853, 1289]
deputy-entry: துணை அமைப்பாளர்கள் : (1) பெ.சிதரன், 3/700, முயல்நகர், கொண்டப்பநாயக்கன்பட்டி, சேலம். (2) ஏ.எம்.தயாநிதி, 819/588, முயல்நகர், கொண்டப்பநாயக்கன்பட்டி, சேலம். (3) ரா.அனுஷ், 792, முயல்நகர் கொண்டப்பநாயக்கன்பட்டி, சேலம். [414, 637, 759, 702]
organizer-entry: அமைப்பாளர் : கு.மோகன்ராஜ், 1/145, ஆசாரி தெரு, சேலத்தாம்பட்டி, சேலம். [781, 1738, 1125, 1769]
branch-section [415, 272, 760, 408]
columns [38, 118, 1503, 2317]
booth-organizer: ஆ.பாலமுருகன், 185, ராஜ வீதி, கொண்டப்பநாயக்கன்பட்டி, சேலம். [491, 1497, 670, 1527]
